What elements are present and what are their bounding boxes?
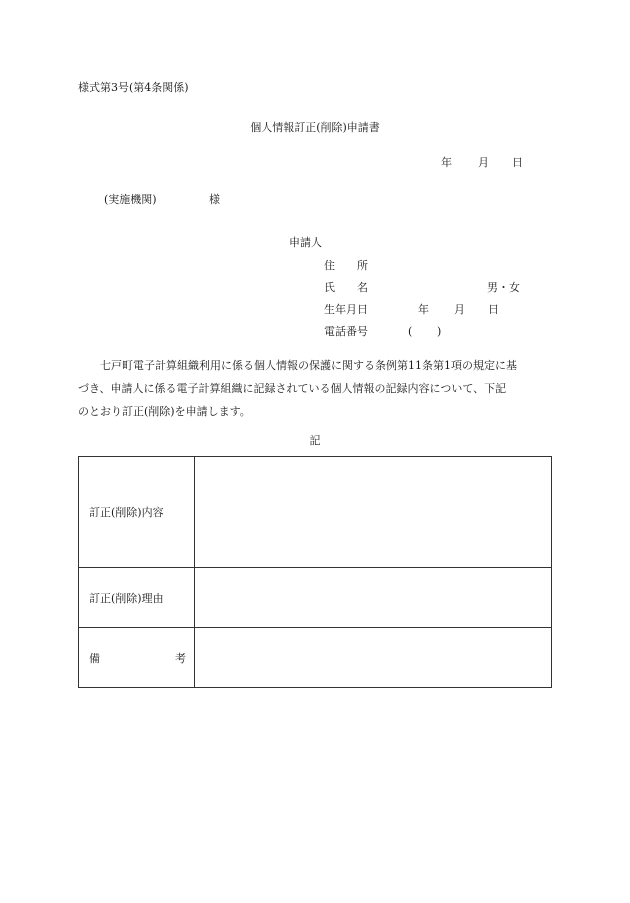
- correction-content-label: 訂正(削除)内容: [79, 457, 195, 568]
- addressee-organization: (実施機関): [104, 193, 157, 206]
- addressee-honorific: 様: [209, 193, 220, 206]
- address-label: 住 所: [324, 259, 368, 272]
- details-table: [78, 456, 552, 688]
- table-row: [79, 457, 552, 568]
- date-month: 月: [478, 156, 489, 169]
- correction-reason-field[interactable]: [195, 568, 552, 628]
- phone-paren-close: ): [437, 325, 442, 338]
- body-line-3: のとおり訂正(削除)を申請します。: [78, 405, 251, 418]
- name-label: 氏 名: [324, 281, 368, 294]
- body-paragraph: [78, 354, 550, 423]
- form-number: 様式第3号(第4条関係): [78, 81, 189, 94]
- correction-reason-label: 訂正(削除)理由: [79, 568, 195, 628]
- remarks-label-left: 備: [89, 651, 100, 665]
- table-row: [79, 568, 552, 628]
- phone-label: 電話番号: [324, 325, 368, 338]
- correction-content-field[interactable]: [195, 457, 552, 568]
- birth-month: 月: [454, 303, 465, 316]
- date-year: 年: [441, 156, 452, 169]
- date-day: 日: [512, 156, 523, 169]
- body-line-2: づき、申請人に係る電子計算組織に記録されている個人情報の記録内容について、下記: [78, 382, 507, 395]
- table-row: [79, 628, 552, 688]
- phone-paren-open: (: [408, 325, 413, 338]
- birth-year: 年: [418, 303, 429, 316]
- birthdate-label: 生年月日: [324, 303, 368, 316]
- remarks-field[interactable]: [195, 628, 552, 688]
- section-mark: 記: [309, 434, 321, 447]
- body-line-1: 七戸町電子計算組織利用に係る個人情報の保護に関する条例第11条第1項の規定に基: [100, 359, 517, 372]
- remarks-label: [79, 628, 195, 688]
- remarks-label-right: 考: [175, 651, 186, 665]
- applicant-heading: 申請人: [289, 236, 322, 249]
- gender-options: 男・女: [487, 281, 520, 294]
- birth-day: 日: [488, 303, 499, 316]
- document-title: 個人情報訂正(削除)申請書: [250, 121, 380, 134]
